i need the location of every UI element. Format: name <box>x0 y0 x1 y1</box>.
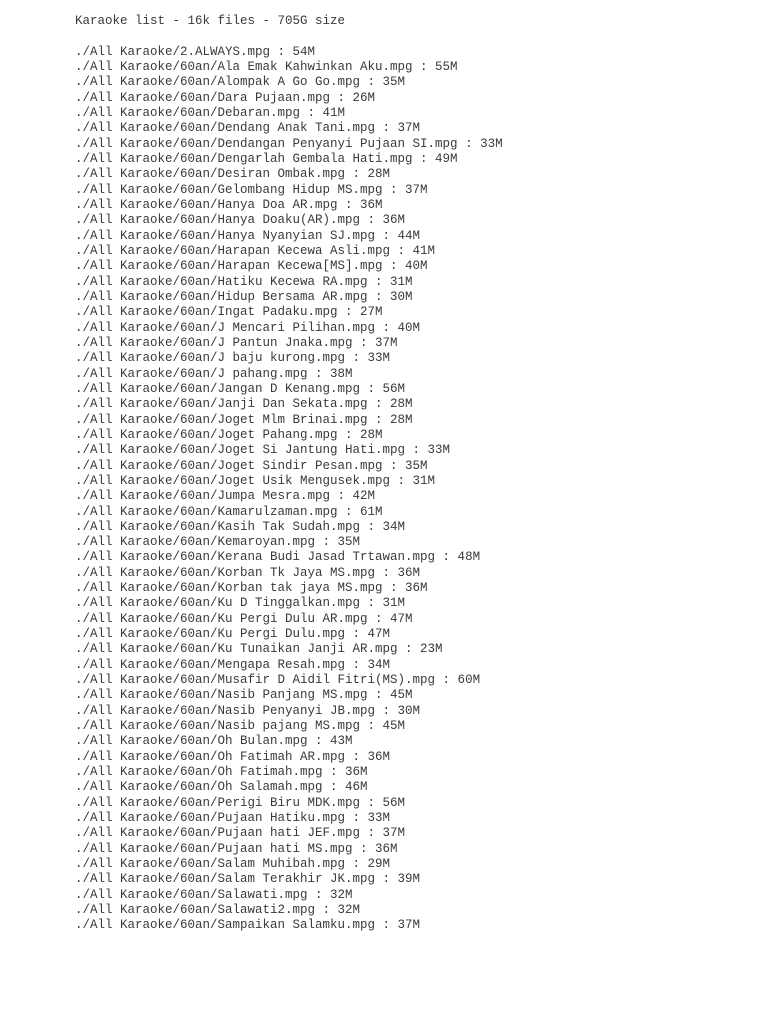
file-entry: ./All Karaoke/60an/Ku Tunaikan Janji AR.mpg : 23M <box>75 642 443 657</box>
file-entry: ./All Karaoke/60an/Gelombang Hidup MS.mpg : 37M <box>75 182 428 197</box>
file-entry: ./All Karaoke/60an/Joget Mlm Brinai.mpg : 28M <box>75 412 413 427</box>
file-entry: ./All Karaoke/60an/Dengarlah Gembala Hati.mpg : 49M <box>75 151 458 166</box>
file-entry: ./All Karaoke/60an/Ingat Padaku.mpg : 27M <box>75 305 383 320</box>
file-entry: ./All Karaoke/60an/Kemaroyan.mpg : 35M <box>75 535 361 550</box>
file-entry: ./All Karaoke/60an/Kamarulzaman.mpg : 61M <box>75 504 383 519</box>
file-entry: ./All Karaoke/60an/Musafir D Aidil Fitri(MS).mpg : 60M <box>75 673 481 688</box>
file-entry: ./All Karaoke/60an/J pahang.mpg : 38M <box>75 366 353 381</box>
file-entry: ./All Karaoke/60an/Hanya Nyanyian SJ.mpg : 44M <box>75 228 421 243</box>
file-entry: ./All Karaoke/60an/Hanya Doa AR.mpg : 36M <box>75 197 383 212</box>
file-entry: ./All Karaoke/60an/Harapan Kecewa Asli.mpg : 41M <box>75 243 436 258</box>
file-entry: ./All Karaoke/60an/Oh Fatimah.mpg : 36M <box>75 765 368 780</box>
file-entry: ./All Karaoke/60an/Alompak A Go Go.mpg : 35M <box>75 75 406 90</box>
file-entry: ./All Karaoke/60an/Ala Emak Kahwinkan Aku.mpg : 55M <box>75 59 458 74</box>
document-page <box>75 14 755 934</box>
file-entry: ./All Karaoke/60an/Hatiku Kecewa RA.mpg : 31M <box>75 274 413 289</box>
file-entry: ./All Karaoke/60an/Debaran.mpg : 41M <box>75 105 346 120</box>
file-entry: ./All Karaoke/60an/Joget Si Jantung Hati.mpg : 33M <box>75 443 451 458</box>
file-entry: ./All Karaoke/60an/Oh Fatimah AR.mpg : 36M <box>75 749 391 764</box>
file-entry: ./All Karaoke/60an/Pujaan Hatiku.mpg : 33M <box>75 811 391 826</box>
file-entry: ./All Karaoke/60an/Dendangan Penyanyi Pujaan SI.mpg : 33M <box>75 136 503 151</box>
file-entry: ./All Karaoke/60an/Ku D Tinggalkan.mpg : 31M <box>75 596 406 611</box>
file-entry: ./All Karaoke/60an/Hidup Bersama AR.mpg : 30M <box>75 289 413 304</box>
file-entry: ./All Karaoke/60an/J baju kurong.mpg : 33M <box>75 351 391 366</box>
file-entry: ./All Karaoke/60an/Ku Pergi Dulu.mpg : 47M <box>75 627 391 642</box>
file-entry: ./All Karaoke/60an/Kerana Budi Jasad Trtawan.mpg : 48M <box>75 550 481 565</box>
file-entry: ./All Karaoke/60an/Dendang Anak Tani.mpg : 37M <box>75 121 421 136</box>
document-title: Karaoke list - 16k files - 705G size <box>75 14 346 28</box>
file-entry: ./All Karaoke/60an/Ku Pergi Dulu AR.mpg : 47M <box>75 611 413 626</box>
file-entry: ./All Karaoke/60an/Salam Terakhir JK.mpg : 39M <box>75 872 421 887</box>
file-entry: ./All Karaoke/60an/Dara Pujaan.mpg : 26M <box>75 90 376 105</box>
file-entry: ./All Karaoke/60an/Desiran Ombak.mpg : 28M <box>75 167 391 182</box>
file-entry: ./All Karaoke/60an/Joget Pahang.mpg : 28M <box>75 427 383 442</box>
file-entry: ./All Karaoke/60an/Nasib pajang MS.mpg : 45M <box>75 719 406 734</box>
file-entry: ./All Karaoke/60an/Mengapa Resah.mpg : 34M <box>75 657 391 672</box>
file-entry: ./All Karaoke/60an/Hanya Doaku(AR).mpg : 36M <box>75 213 406 228</box>
file-entry: ./All Karaoke/60an/Nasib Penyanyi JB.mpg : 30M <box>75 703 421 718</box>
file-entry: ./All Karaoke/60an/Janji Dan Sekata.mpg : 28M <box>75 397 413 412</box>
file-list <box>75 45 755 934</box>
file-entry: ./All Karaoke/2.ALWAYS.mpg : 54M <box>75 44 316 59</box>
file-entry: ./All Karaoke/60an/Perigi Biru MDK.mpg : 56M <box>75 795 406 810</box>
file-entry: ./All Karaoke/60an/Oh Bulan.mpg : 43M <box>75 734 353 749</box>
file-entry: ./All Karaoke/60an/J Pantun Jnaka.mpg : 37M <box>75 335 398 350</box>
file-entry: ./All Karaoke/60an/Harapan Kecewa[MS].mpg : 40M <box>75 259 428 274</box>
file-entry: ./All Karaoke/60an/Sampaikan Salamku.mpg : 37M <box>75 918 421 933</box>
file-entry: ./All Karaoke/60an/J Mencari Pilihan.mpg : 40M <box>75 320 421 335</box>
file-entry: ./All Karaoke/60an/Kasih Tak Sudah.mpg : 34M <box>75 519 406 534</box>
file-entry: ./All Karaoke/60an/Korban tak jaya MS.mpg : 36M <box>75 581 428 596</box>
file-entry: ./All Karaoke/60an/Joget Sindir Pesan.mpg : 35M <box>75 458 428 473</box>
file-entry: ./All Karaoke/60an/Salam Muhibah.mpg : 29M <box>75 857 391 872</box>
file-entry: ./All Karaoke/60an/Salawati.mpg : 32M <box>75 887 353 902</box>
file-entry: ./All Karaoke/60an/Nasib Panjang MS.mpg : 45M <box>75 688 413 703</box>
file-entry: ./All Karaoke/60an/Pujaan hati MS.mpg : 36M <box>75 841 398 856</box>
file-entry: ./All Karaoke/60an/Jumpa Mesra.mpg : 42M <box>75 489 376 504</box>
file-entry: ./All Karaoke/60an/Salawati2.mpg : 32M <box>75 903 361 918</box>
file-entry: ./All Karaoke/60an/Joget Usik Mengusek.mpg : 31M <box>75 473 436 488</box>
file-entry: ./All Karaoke/60an/Pujaan hati JEF.mpg : 37M <box>75 826 406 841</box>
file-entry: ./All Karaoke/60an/Jangan D Kenang.mpg : 56M <box>75 381 406 396</box>
file-entry: ./All Karaoke/60an/Korban Tk Jaya MS.mpg : 36M <box>75 565 421 580</box>
file-entry: ./All Karaoke/60an/Oh Salamah.mpg : 46M <box>75 780 368 795</box>
